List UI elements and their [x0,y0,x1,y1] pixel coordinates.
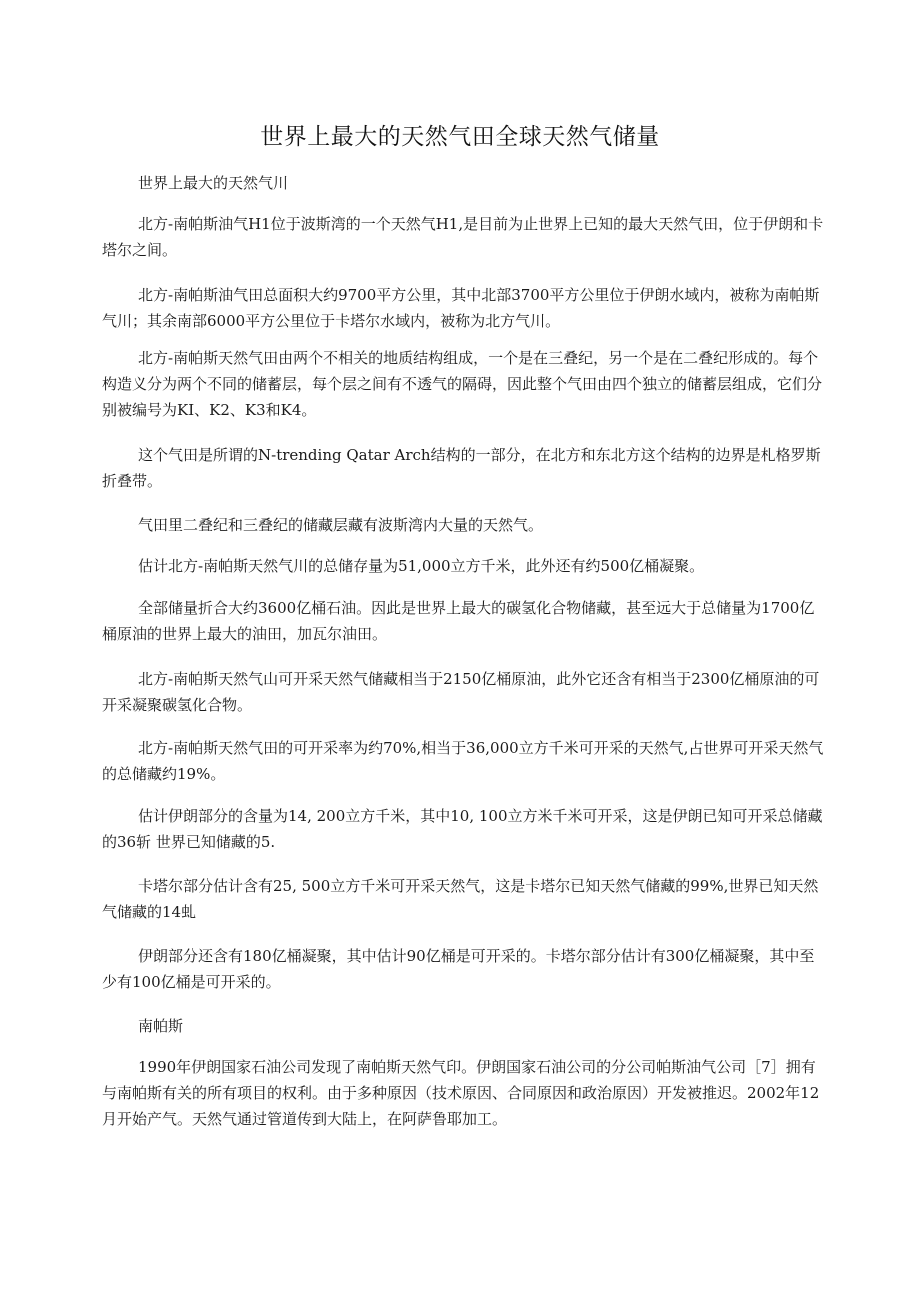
paragraph-13: 1990年伊朗国家石油公司发现了南帕斯天然气印。伊朗国家石油公司的分公司帕斯油气公司［7］拥有与南帕斯有关的所有项目的权利。由于多种原因（技术原因、合同原因和政治原因）开发被推迟。2002年12月开始产气。天然气通过管道传到大陆上，在阿萨鲁耶加工。 [102,1058,820,1128]
page-title: 世界上最大的天然气田全球天然气储量 [260,124,660,150]
section-heading-south-pars: 南帕斯 [138,1017,184,1035]
paragraph-2: 北方-南帕斯油气田总面积大约9700平方公里，其中北部3700平方公里位于伊朗水域内，被称为南帕斯气川；其余南部6000平方公里位于卡塔尔水域内，被称为北方气川。 [102,286,820,330]
paragraph-1: 北方-南帕斯油气H1位于波斯湾的一个天然气H1,是目前为止世界上已知的最大天然气田，位于伊朗和卡塔尔之间。 [102,215,824,259]
paragraph-6: 估计北方-南帕斯天然气川的总储存量为51,000立方千米，此外还有约500亿桶凝聚。 [138,557,705,575]
paragraph-10: 估计伊朗部分的含量为14, 200立方千米，其中10, 100立方米千米可开采，这是伊朗已知可开采总储藏的36斩 世界已知储藏的5. [102,807,823,851]
paragraph-11: 卡塔尔部分估计含有25, 500立方千米可开采天然气，这是卡塔尔已知天然气储藏的99%,世界已知天然气储藏的14虬 [102,877,819,921]
paragraph-9: 北方-南帕斯天然气田的可开采率为约70%,相当于36,000立方千米可开采的天然气,占世界可开采天然气的总储藏约19%。 [102,739,824,783]
paragraph-3: 北方-南帕斯天然气田由两个不相关的地质结构组成，一个是在三叠纪，另一个是在二叠纪形成的。每个构造义分为两个不同的储蓄层，每个层之间有不透气的隔碍，因此整个气田由四个独立的储蓄层组成，它们分别被编号为KI、K2、K3和K4。 [102,349,823,419]
paragraph-8: 北方-南帕斯天然气山可开采天然气储藏相当于2150亿桶原油，此外它还含有相当于2300亿桶原油的可开采凝聚碳氢化合物。 [102,670,820,714]
paragraph-7: 全部储量折合大约3600亿桶石油。因此是世界上最大的碳氢化合物储藏，甚至远大于总储量为1700亿桶原油的世界上最大的油田，加瓦尔油田。 [102,599,815,643]
section-heading-world-largest: 世界上最大的天然气川 [138,174,289,192]
paragraph-12: 伊朗部分还含有180亿桶凝聚，其中估计90亿桶是可开采的。卡塔尔部分估计有300亿桶凝聚，其中至少有100亿桶是可开采的。 [102,947,815,991]
paragraph-5: 气田里二叠纪和三叠纪的储藏层藏有波斯湾内大量的天然气。 [138,516,544,534]
paragraph-4: 这个气田是所谓的N-trending Qatar Arch结构的一部分，在北方和东北方这个结构的边界是札格罗斯折叠带。 [102,446,821,490]
